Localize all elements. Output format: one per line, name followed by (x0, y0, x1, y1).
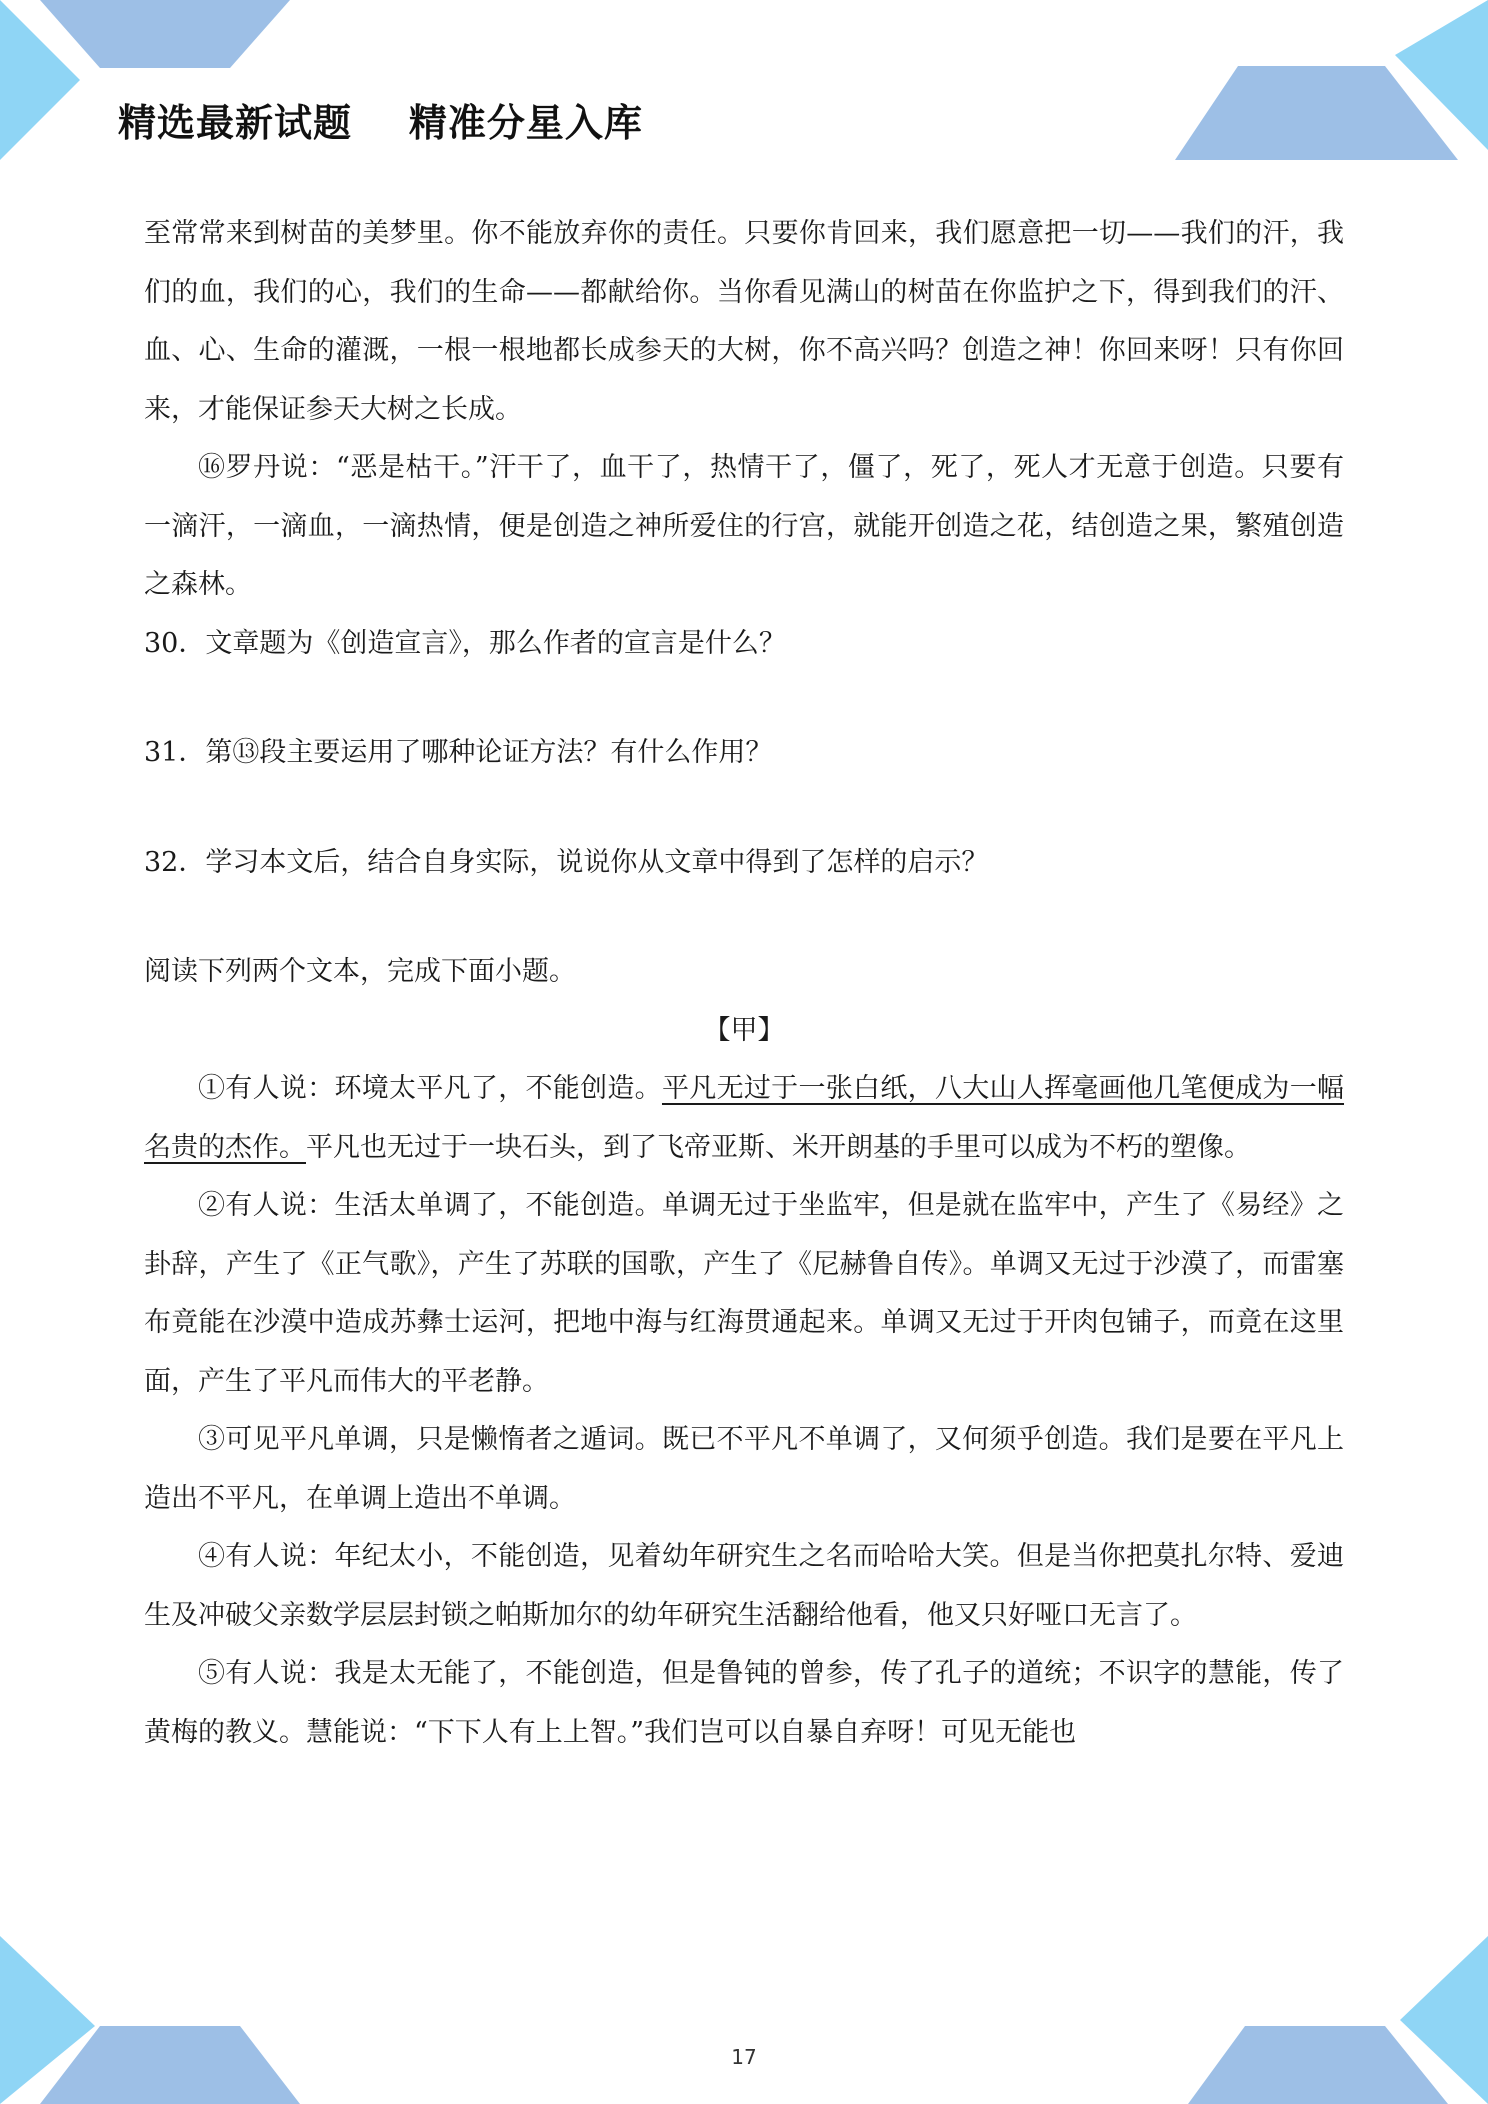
paragraph-5: ⑤有人说：我是太无能了，不能创造，但是鲁钝的曾参，传了孔子的道统；不识字的慧能，传了黄梅的教义。慧能说：“下下人有上上智。”我们岂可以自暴自弃呀！可见无能也 (144, 1658, 1344, 1748)
document-body (144, 205, 1344, 1762)
text-label-jia: 【甲】 (703, 1014, 785, 1046)
page-number: 17 (731, 2045, 757, 2069)
paragraph-3: ③可见平凡单调，只是懒惰者之遁词。既已不平凡不单调了，又何须乎创造。我们是要在平凡上造出不平凡，在单调上造出不单调。 (144, 1424, 1344, 1514)
underlined-sentence: 平凡无过于一张白纸，八大山人挥毫画他几笔便成为一幅名贵的杰作。 (144, 1073, 1345, 1163)
question-32: 32．学习本文后，结合自身实际，说说你从文章中得到了怎样的启示？ (144, 846, 989, 878)
question-30: 30．文章题为《创造宣言》，那么作者的宣言是什么？ (144, 627, 786, 659)
question-31: 31．第⑬段主要运用了哪种论证方法？有什么作用？ (144, 737, 773, 768)
paragraph-2: ②有人说：生活太单调了，不能创造。单调无过于坐监牢，但是就在监牢中，产生了《易经》之卦辞，产生了《正气歌》，产生了苏联的国歌，产生了《尼赫鲁自传》。单调又无过于沙漠了，而雷塞布竟能在沙漠中造成苏彝士运河，把地中海与红海贯通起来。单调又无过于开肉包铺子，而竟在这里面，产生了平凡而伟大的平老静。 (144, 1190, 1344, 1397)
paragraph-1-intro: ①有人说：环境太平凡了，不能创造。 (198, 1073, 662, 1104)
header-title: 精选最新试题 精准分星入库 (118, 101, 643, 145)
paragraph-1 (144, 1060, 1344, 1177)
paragraph-1-rest: 平凡也无过于一块石头，到了飞帝亚斯、米开朗基的手里可以成为不朽的塑像。 (306, 1131, 1251, 1163)
paragraph-4: ④有人说：年纪太小，不能创造，见着幼年研究生之名而哈哈大笑。但是当你把莫扎尔特、爱迪生及冲破父亲数学层层封锁之帕斯加尔的幼年研究生活翻给他看，他又只好哑口无言了。 (144, 1541, 1344, 1631)
continued-paragraph: 至常常来到树苗的美梦里。你不能放弃你的责任。只要你肯回来，我们愿意把一切——我们的汗，我们的血，我们的心，我们的生命——都献给你。当你看见满山的树苗在你监护之下，得到我们的汗、血、心、生命的灌溉，一根一根地都长成参天的大树，你不高兴吗？创造之神！你回来呀！只有你回来，才能保证参天大树之长成。 (144, 218, 1344, 425)
reading-instruction: 阅读下列两个文本，完成下面小题。 (144, 956, 576, 987)
top-right-trapezoid (1175, 66, 1458, 160)
paragraph-16: ⑯罗丹说：“恶是枯干。”汗干了，血干了，热情干了，僵了，死了，死人才无意于创造。只要有一滴汗，一滴血，一滴热情，便是创造之神所爱住的行宫，就能开创造之花，结创造之果，繁殖创造之森林。 (144, 452, 1344, 600)
top-left-trapezoid (40, 0, 290, 68)
